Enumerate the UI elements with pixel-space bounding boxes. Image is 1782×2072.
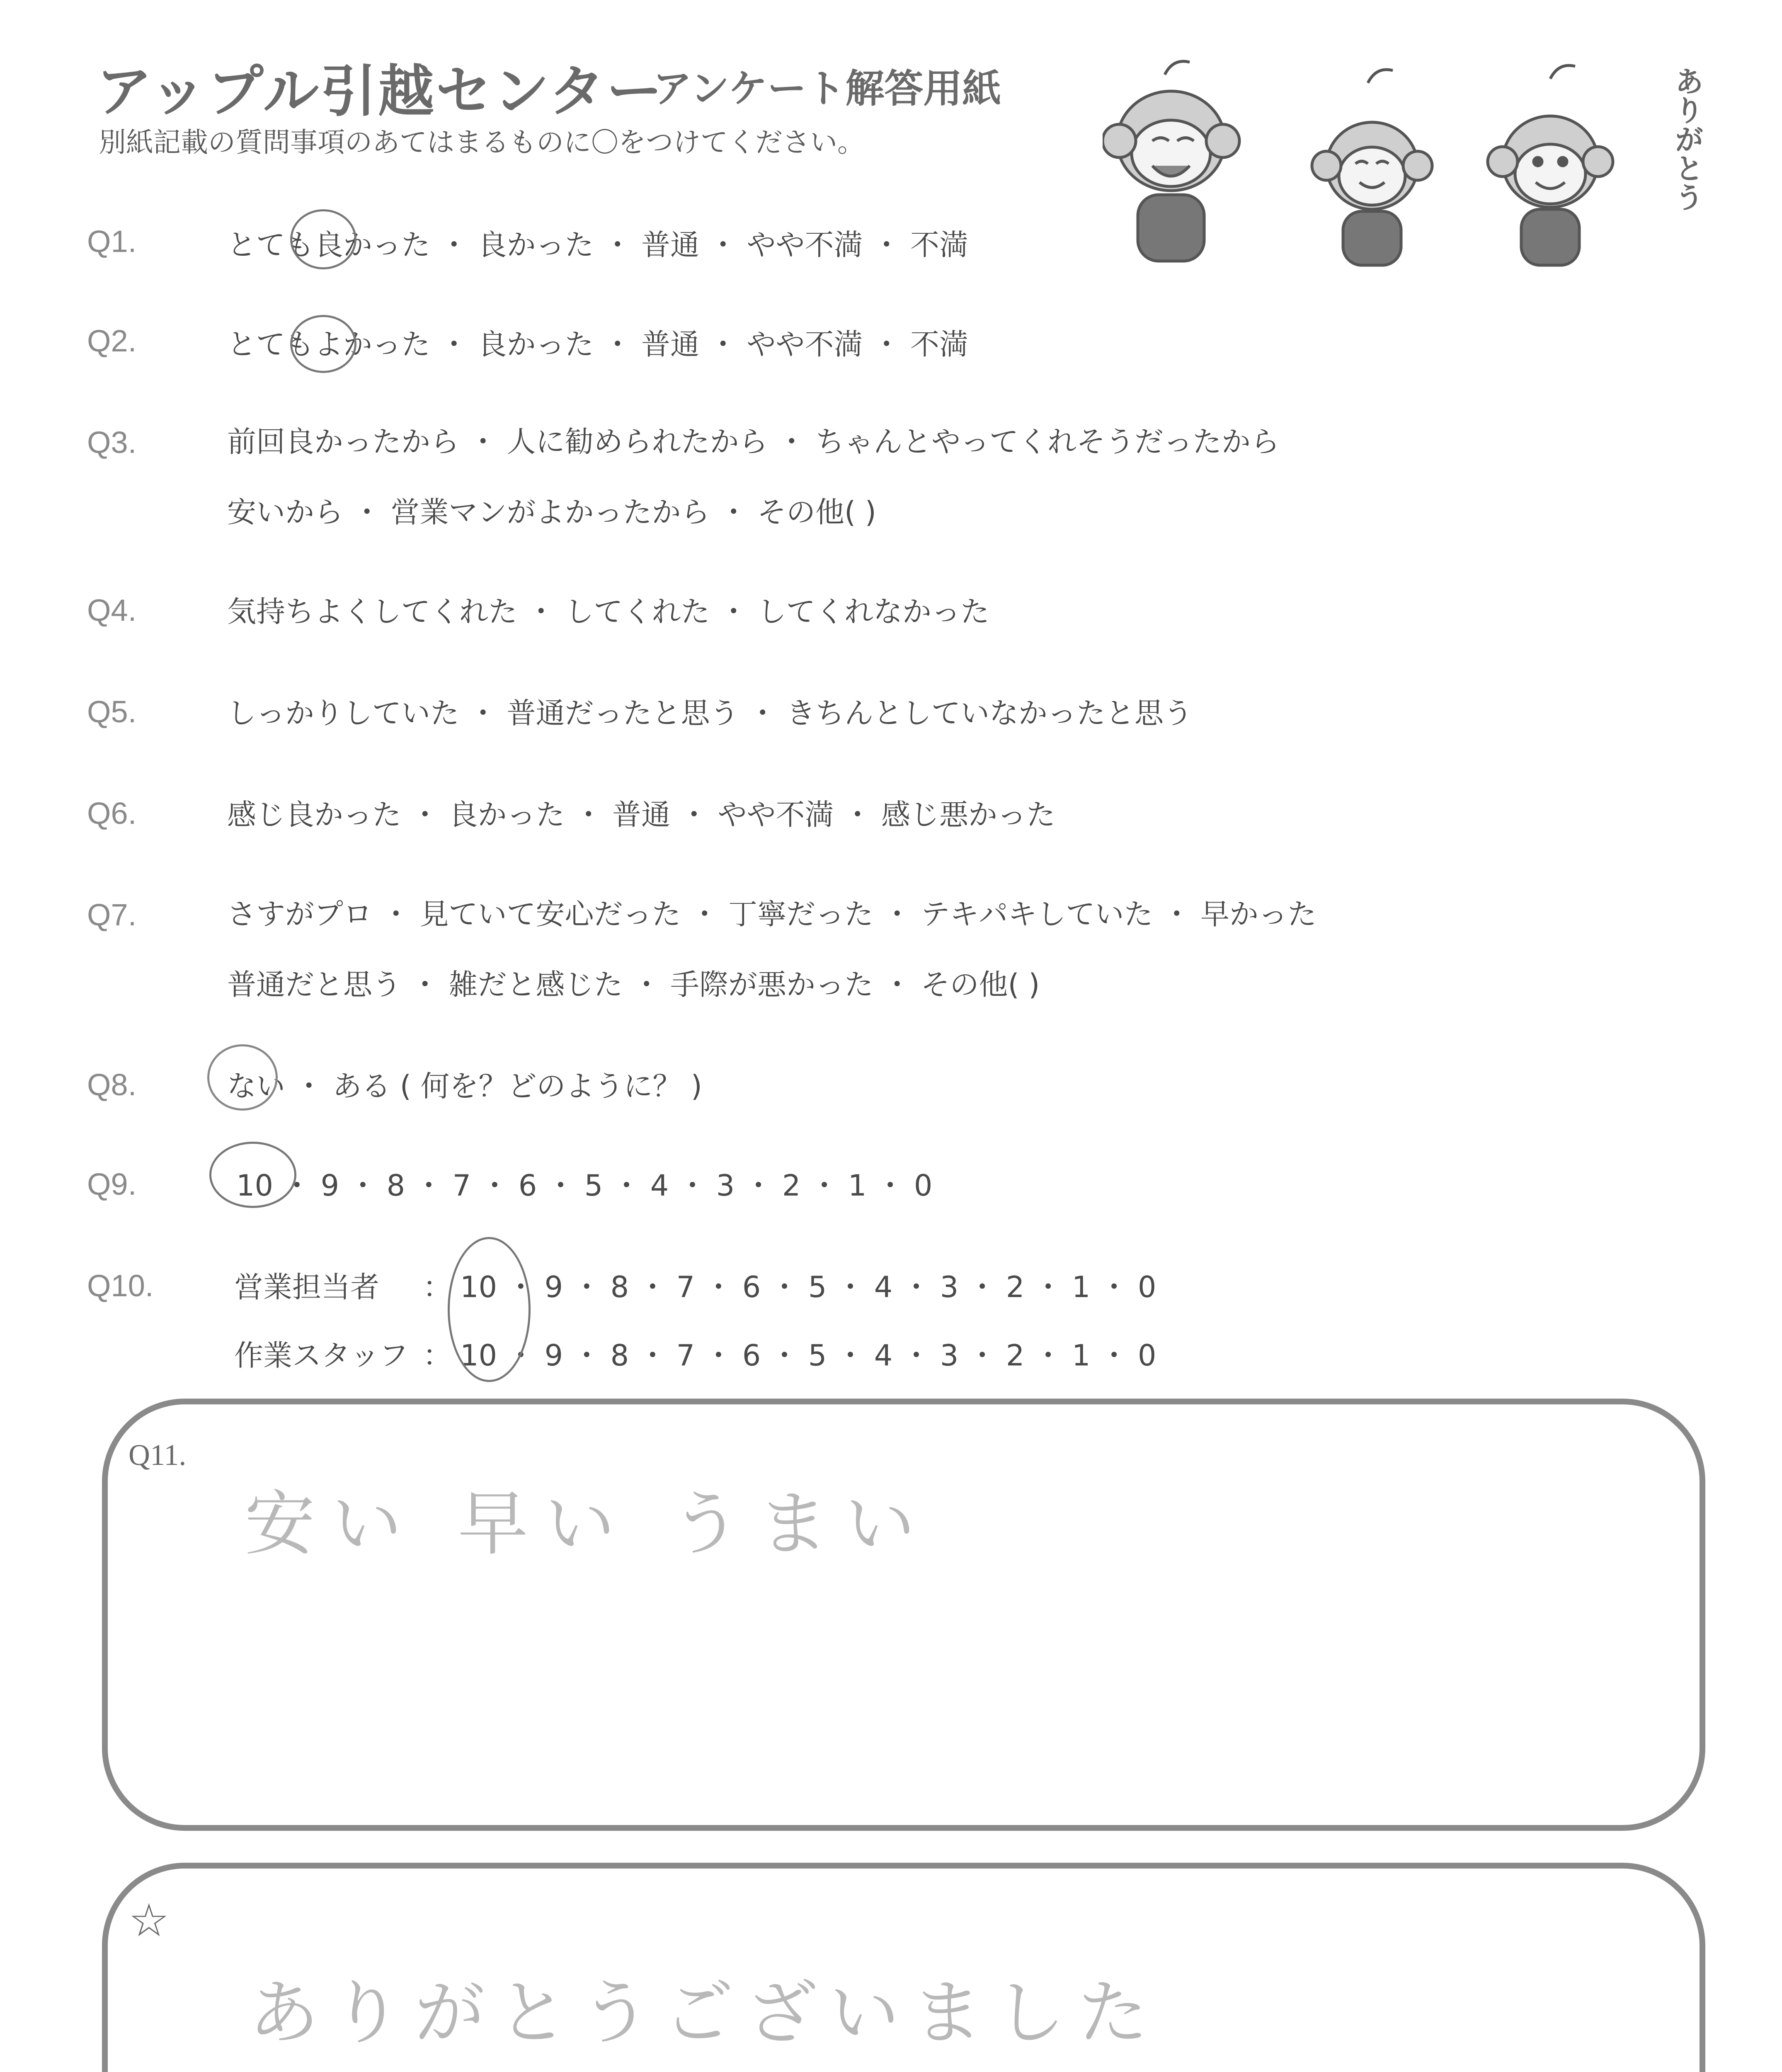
q10-sales-label: 営業担当者 [234, 1270, 379, 1304]
q10-selection-circle [448, 1237, 531, 1382]
q11-comment-box [102, 1399, 1705, 1831]
q10-sales-scale: 10 ・ 9 ・ 8 ・ 7 ・ 6 ・ 5 ・ 4 ・ 3 ・ 2 ・ 1 ・ 0 [460, 1270, 1156, 1304]
q1-options: とても良かった ・ 良かった ・ 普通 ・ やや不満 ・ 不満 [227, 228, 969, 262]
q11-label: Q11. [128, 1438, 187, 1472]
q10-staff-colon: ： [423, 1339, 452, 1372]
q9-selection-circle [209, 1142, 296, 1208]
q10-staff-scale: 10 ・ 9 ・ 8 ・ 7 ・ 6 ・ 5 ・ 4 ・ 3 ・ 2 ・ 1 ・ 0 [460, 1339, 1156, 1372]
q6-number: Q6. [87, 796, 137, 830]
q10-sales-colon: ： [423, 1270, 452, 1304]
q11-handwritten-answer: 安い 早い うまい [245, 1483, 932, 1565]
q8-selection-circle [207, 1044, 278, 1111]
q3-options-line1: 前回良かったから ・ 人に勧められたから ・ ちゃんとやってくれそうだったから [227, 425, 1280, 459]
free-comment-handwritten: ありがとうございました [249, 1972, 1161, 2054]
form-subtitle: アンケート解答用紙 [653, 66, 1001, 111]
mascot-thanks-text: ありがとう [1670, 66, 1704, 211]
q5-options: しっかりしていた ・ 普通だったと思う ・ きちんとしていなかったと思う [227, 696, 1193, 730]
instruction-text: 別紙記載の質問事項のあてはまるものに〇をつけてください。 [99, 126, 865, 158]
q2-selection-circle [290, 315, 356, 373]
q10-staff-label: 作業スタッフ [234, 1339, 408, 1372]
q10-number: Q10. [87, 1268, 154, 1303]
q1-selection-circle [290, 209, 356, 269]
q8-number: Q8. [87, 1067, 137, 1102]
q1-number: Q1. [87, 224, 137, 259]
q9-scale: 10 ・ 9 ・ 8 ・ 7 ・ 6 ・ 5 ・ 4 ・ 3 ・ 2 ・ 1 ・ 0 [236, 1169, 933, 1203]
q2-options: とてもよかった ・ 良かった ・ 普通 ・ やや不満 ・ 不満 [227, 327, 969, 361]
q5-number: Q5. [87, 695, 137, 729]
star-icon: ☆ [128, 1895, 170, 1946]
q8-options: ない ・ ある ( 何を？どのように？ ) [227, 1069, 702, 1103]
monkey-mascot-illustration [1103, 58, 1675, 274]
q9-number: Q9. [87, 1167, 137, 1201]
form-title: アップル引越センター [96, 59, 664, 124]
q7-options-line1: さすがプロ ・ 見ていて安心だった ・ 丁寧だった ・ テキパキしていた ・ 早かった [227, 897, 1317, 931]
q7-number: Q7. [87, 898, 137, 932]
q6-options: 感じ良かった ・ 良かった ・ 普通 ・ やや不満 ・ 感じ悪かった [227, 798, 1056, 832]
q2-number: Q2. [87, 324, 137, 358]
q7-options-line2: 普通だと思う ・ 雑だと感じた ・ 手際が悪かった ・ その他( ) [227, 968, 1040, 1002]
q4-options: 気持ちよくしてくれた ・ してくれた ・ してくれなかった [227, 595, 990, 629]
q3-number: Q3. [87, 425, 137, 460]
q4-number: Q4. [87, 593, 137, 627]
q3-options-line2: 安いから ・ 営業マンがよかったから ・ その他( ) [227, 495, 876, 529]
